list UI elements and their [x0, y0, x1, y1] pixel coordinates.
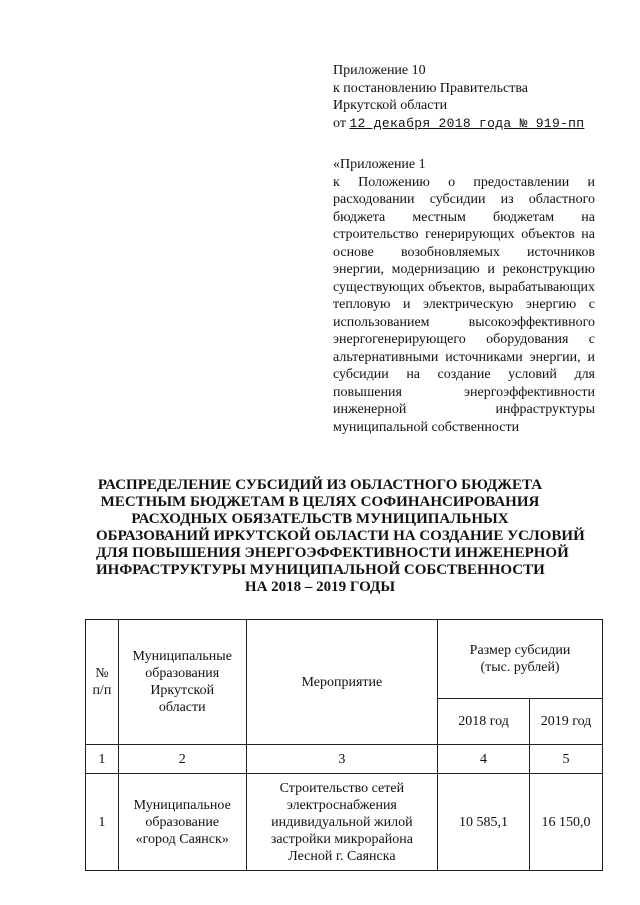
column-number: 3 [246, 745, 437, 774]
column-number-row [86, 745, 603, 774]
regulation-appendix-number: «Приложение 1 [333, 157, 426, 172]
column-number: 5 [530, 745, 603, 774]
table-header-row [86, 620, 603, 699]
row-num: 1 [86, 774, 119, 871]
document-heading [96, 477, 585, 596]
subsidy-table [85, 619, 603, 871]
appendix-number: Приложение 10 [333, 63, 426, 78]
row-measure: Строительство сетей электроснабжения индивидуальной жилой застройки микрорайона Лесной г. Саянска [246, 774, 437, 871]
heading-line: ДЛЯ ПОВЫШЕНИЯ ЭНЕРГОЭФФЕКТИВНОСТИ ИНЖЕНЕРНОЙ [96, 545, 569, 561]
header-municipality: Муниципальные образования Иркутской области [118, 620, 246, 745]
appendix-date-line [333, 115, 595, 133]
column-number: 2 [118, 745, 246, 774]
heading-line: РАСХОДНЫХ ОБЯЗАТЕЛЬСТВ МУНИЦИПАЛЬНЫХ [131, 511, 509, 527]
column-number: 4 [438, 745, 530, 774]
heading-line: МЕСТНЫМ БЮДЖЕТАМ В ЦЕЛЯХ СОФИНАНСИРОВАНИЯ [100, 494, 540, 510]
header-num: № п/п [86, 620, 119, 745]
heading-line: НА 2018 – 2019 ГОДЫ [244, 579, 396, 595]
appendix-region: Иркутской области [333, 98, 448, 113]
heading-line: РАСПРЕДЕЛЕНИЕ СУБСИДИЙ ИЗ ОБЛАСТНОГО БЮДЖЕТА [97, 477, 543, 493]
regulation-text: к Положению о предоставлении и расходовании субсидии из областного бюджета местным бюджетам на строительство генерирующих объектов на основе возобновляемых источников энергии, модернизацию и реконструкцию существующих объектов, вырабатывающих тепловую и электрическую энергию с использованием высокоэффективного энергогенерирующего оборудования с альтернативными источниками энергии, и субсидии на создание условий для повышения энергоэффективности инженерной инфраструктуры муниципальной собственности [333, 174, 595, 435]
table-row [86, 774, 603, 871]
column-number: 1 [86, 745, 119, 774]
heading-line: ОБРАЗОВАНИЙ ИРКУТСКОЙ ОБЛАСТИ НА СОЗДАНИЕ УСЛОВИЙ [96, 528, 585, 544]
heading-line: ИНФРАСТРУКТУРЫ МУНИЦИПАЛЬНОЙ СОБСТВЕННОСТИ [96, 562, 545, 578]
header-measure: Мероприятие [246, 620, 437, 745]
header-year-2019: 2019 год [530, 698, 603, 744]
regulation-reference [333, 156, 595, 436]
header-subsidy: Размер субсидии (тыс. рублей) [438, 620, 603, 699]
row-municipality: Муниципальное образование «город Саянск» [118, 774, 246, 871]
row-amount-2019: 16 150,0 [530, 774, 603, 871]
resolution-date: 12 декабря 2018 года № 919-пп [349, 115, 585, 131]
date-prefix: от [333, 115, 346, 131]
row-amount-2018: 10 585,1 [438, 774, 530, 871]
appendix-block [333, 62, 595, 132]
appendix-resolution-ref: к постановлению Правительства [333, 80, 529, 96]
header-year-2018: 2018 год [438, 698, 530, 744]
